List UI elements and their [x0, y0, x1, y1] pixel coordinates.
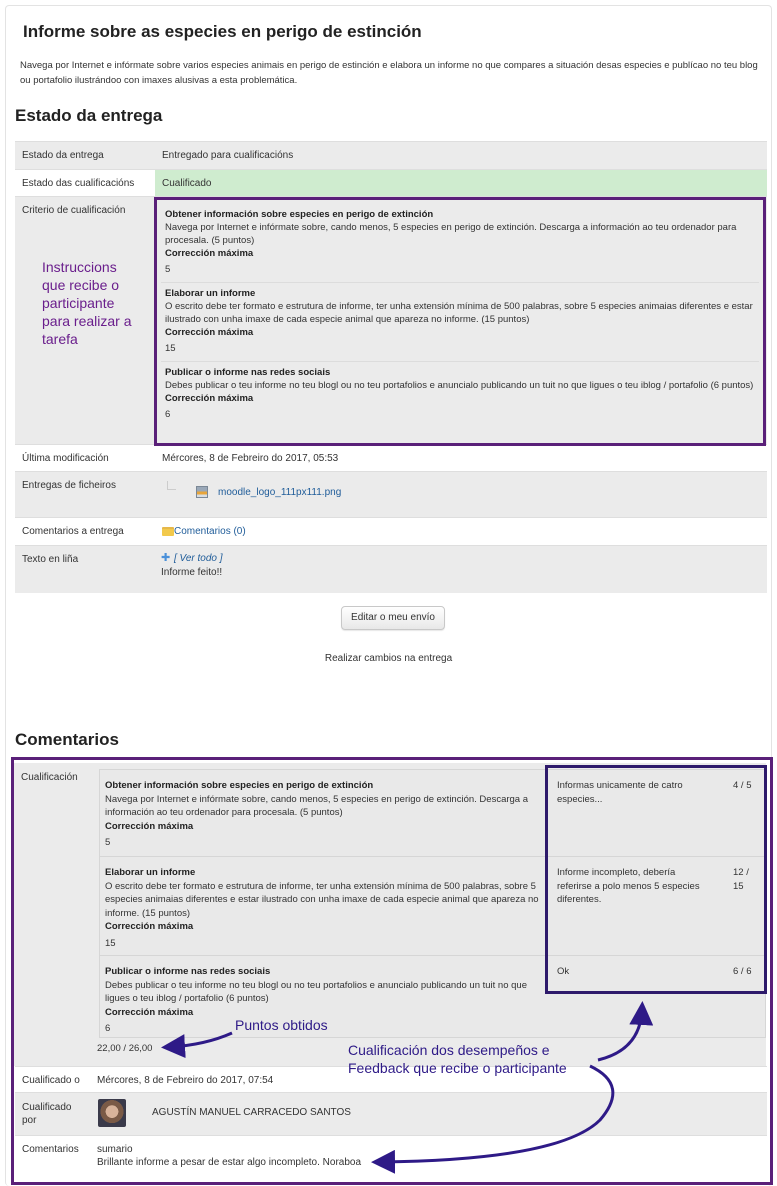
edit-submission-button[interactable]: Editar o meu envío [341, 606, 445, 630]
assignment-title: Informe sobre as especies en perigo de estinción [23, 22, 422, 41]
annotation-instructions: Instruccions que recibe o participante para realizar a tarefa [42, 259, 132, 347]
folder-icon [162, 527, 174, 536]
value: Mércores, 8 de Febreiro do 2017, 07:54 [97, 1075, 274, 1086]
criterion-max-label: Corrección máxima [105, 921, 194, 932]
value: Mércores, 8 de Febreiro do 2017, 05:53 [162, 453, 339, 464]
submission-status-heading: Estado da entrega [15, 106, 163, 125]
label: Comentarios a entrega [22, 526, 124, 537]
row-file-submissions [15, 471, 767, 517]
edit-submission-hint: Realizar cambios na entrega [324, 653, 453, 664]
criterion-max-value: 5 [165, 264, 171, 275]
criterion [105, 779, 545, 850]
criterion-max-value: 15 [105, 937, 116, 949]
criterion [161, 204, 759, 283]
row-submission-status [15, 141, 767, 169]
row-graded-by [15, 1092, 767, 1135]
feedback-heading: Comentarios [15, 730, 119, 749]
assignment-description: Navega por Internet e infórmate sobre varios especies animais en perigo de estinción e elabora un informe no que compares a situación desas especies e publícao no teu blog ou portafolio ilustrándoo con imaxes alusivas a esta problemática. [20, 60, 758, 86]
label: Comentarios [22, 1144, 79, 1155]
criterion-title: Obtener información sobre especies en perigo de extinción [105, 780, 374, 791]
file-link[interactable]: moodle_logo_111px111.png [218, 487, 342, 498]
label: Texto en liña [22, 554, 79, 565]
feedback-score-highlight-box [545, 765, 767, 994]
criterion [105, 866, 545, 950]
online-text-value: Informe feito!! [161, 567, 223, 578]
criterion-max-value: 6 [105, 1023, 111, 1034]
criterion-max-label: Corrección máxima [105, 1006, 194, 1018]
expand-plus-icon[interactable]: ✚ [161, 552, 171, 564]
row-submission-comments [15, 517, 767, 545]
row-online-text [15, 545, 767, 593]
criterion-feedback: Ok [557, 966, 570, 977]
criterion-max-label: Corrección máxima [165, 248, 254, 259]
total-score: 22,00 / 26,00 [97, 1043, 153, 1054]
view-all-link[interactable]: [ Ver todo ] [174, 553, 223, 564]
criteria-highlight-box [154, 197, 766, 446]
criterion-description: Navega por Internet e infórmate sobre, cando menos, 5 especies en perigo de extinción. Descarga a información ao teu ordenador para procesala. (5 puntos) [105, 793, 529, 818]
criterion [161, 362, 759, 427]
annotation-feedback-line1: Cualificación dos desempeños e [348, 1042, 550, 1058]
criterion-title: Publicar o informe nas redes sociais [165, 367, 331, 378]
image-file-icon [196, 486, 208, 498]
criterion [161, 283, 759, 362]
annotation-points: Puntos obtidos [235, 1017, 328, 1033]
criterion-max-label: Corrección máxima [165, 393, 254, 404]
graded-cell [155, 170, 767, 196]
label: Cualificación [21, 772, 78, 783]
label: Cualificado por [22, 1102, 72, 1126]
label: Criterio de cualificación [22, 205, 126, 216]
annotation-feedback-line2: Feedback que recibe o participante [348, 1060, 567, 1076]
label: Cualificado o [22, 1075, 80, 1086]
criterion-description: Debes publicar o teu informe no teu blogl ou no teu portafolios e anuncialo publicando un tuit no que ligues o teu iblog / portafolio (6 puntos) [105, 979, 527, 1004]
label: Estado das cualificacións [22, 178, 135, 189]
criterion-title: Obtener información sobre especies en perigo de extinción [165, 209, 434, 220]
criterion-max-value: 15 [165, 343, 176, 354]
criterion-score: 12 / 15 [733, 867, 749, 892]
criterion-description: O escrito debe ter formato e estrutura de informe, ter unha extensión mínima de 500 palabras, sobre 5 especies animaias diferentes e estar ilustrado con unha imaxe de cada especie animal que apareza no informe. (15 puntos) [165, 301, 753, 325]
label: Última modificación [22, 453, 109, 464]
value: Entregado para cualificacións [162, 150, 294, 161]
comments-text: Brillante informe a pesar de estar algo incompleto. Noraboa [97, 1157, 362, 1168]
label: Entregas de ficheiros [22, 480, 116, 491]
criterion-feedback: Informas unicamente de catro especies... [557, 780, 683, 805]
criterion-title: Publicar o informe nas redes sociais [105, 966, 271, 977]
row-last-modified [15, 444, 767, 471]
grader-name: AGUSTÍN MANUEL CARRACEDO SANTOS [152, 1107, 351, 1118]
row-grading-status [15, 169, 767, 196]
label: Estado da entrega [22, 150, 104, 161]
criterion-max-label: Corrección máxima [165, 327, 254, 338]
criterion-title: Elaborar un informe [165, 288, 256, 299]
comments-link[interactable]: Comentarios (0) [174, 526, 246, 537]
comments-summary: sumario [97, 1144, 133, 1155]
criterion-max-value: 5 [105, 837, 111, 848]
criterion-description: O escrito debe ter formato e estrutura de informe, ter unha extensión mínima de 500 palabras, sobre 5 especies animaias diferentes e estar ilustrado con unha imaxe de cada especie animal que apareza no informe. (15 puntos) [105, 880, 539, 919]
grader-avatar[interactable] [98, 1099, 126, 1127]
criterion-description: Navega por Internet e infórmate sobre, cando menos, 5 especies en perigo de extinción. Descarga a información ao teu ordenador para procesala. (5 puntos) [165, 222, 737, 246]
criterion-max-label: Corrección máxima [105, 820, 194, 832]
criterion-score: 4 / 5 [733, 780, 752, 791]
annotation-feedback [348, 1041, 567, 1077]
row-feedback-comments [15, 1135, 767, 1181]
value: Cualificado [162, 178, 212, 189]
criterion-title: Elaborar un informe [105, 867, 196, 878]
criterion-max-value: 6 [165, 409, 171, 420]
criteria-list [161, 204, 759, 427]
criterion-score: 6 / 6 [733, 966, 752, 977]
tree-connector [167, 481, 176, 490]
criterion-feedback: Informe incompleto, debería referirse a polo menos 5 especies diferentes. [557, 867, 700, 905]
criterion-description: Debes publicar o teu informe no teu blogl ou no teu portafolios e anuncialo publicando un tuit no que ligues o teu iblog / portafolio (6 puntos) [165, 380, 754, 391]
